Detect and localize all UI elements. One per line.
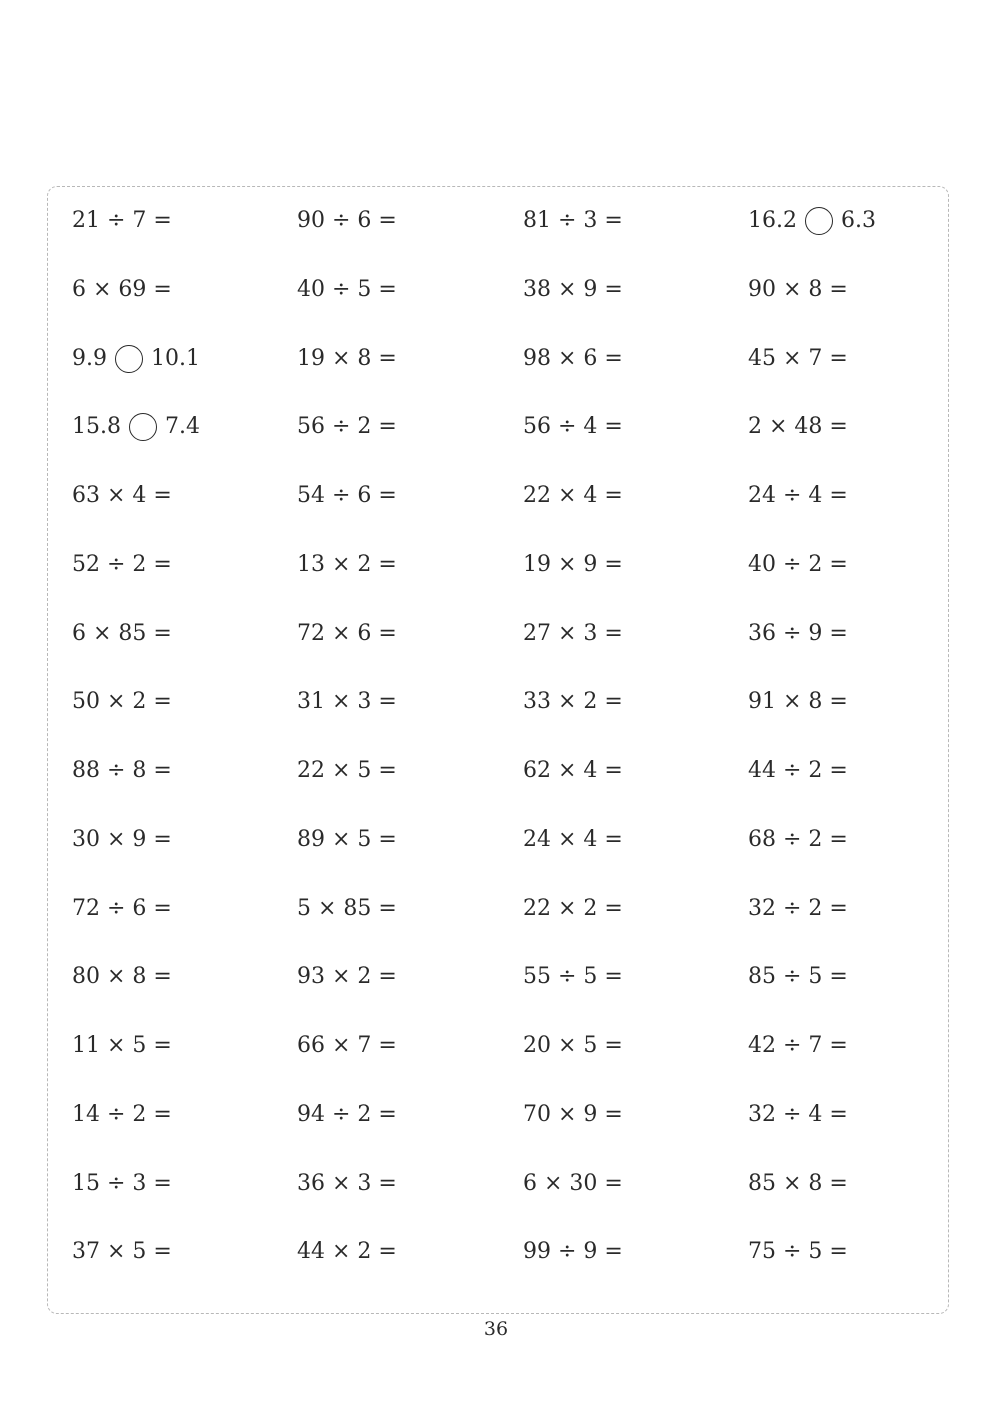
problem-expression: 30 × 9 = xyxy=(72,826,172,852)
arithmetic-problem xyxy=(748,889,848,929)
problem-expression: 88 ÷ 8 = xyxy=(72,758,172,783)
problem-expression: 85 × 8 = xyxy=(748,1170,848,1196)
problem-expression: 68 ÷ 2 = xyxy=(748,826,848,852)
problem-expression: 72 × 6 = xyxy=(297,620,397,646)
arithmetic-problem xyxy=(72,1164,172,1204)
problem-expression: 6 × 85 = xyxy=(72,620,172,646)
problem-expression: 19 × 8 = xyxy=(297,345,397,371)
arithmetic-problem xyxy=(748,407,848,447)
problem-row xyxy=(48,682,948,722)
problem-expression: 14 ÷ 2 = xyxy=(72,1101,172,1127)
arithmetic-problem xyxy=(297,751,397,791)
problem-expression: 38 × 9 = xyxy=(523,276,623,302)
comparison-left-value: 15.8 xyxy=(72,414,121,440)
problem-expression: 42 ÷ 7 = xyxy=(748,1033,848,1058)
arithmetic-problem xyxy=(297,889,397,929)
comparison-left-value: 16.2 xyxy=(748,208,797,233)
problem-expression: 6 × 30 = xyxy=(523,1170,623,1196)
problem-expression: 72 ÷ 6 = xyxy=(72,895,172,921)
problem-row xyxy=(48,751,948,791)
problem-row xyxy=(48,820,948,860)
problem-expression: 27 × 3 = xyxy=(523,620,623,646)
problem-row xyxy=(48,476,948,516)
problem-expression: 70 × 9 = xyxy=(523,1101,623,1127)
problem-expression: 63 × 4 = xyxy=(72,483,172,508)
problem-row xyxy=(48,957,948,997)
arithmetic-problem xyxy=(72,270,172,310)
problem-expression: 31 × 3 = xyxy=(297,689,397,715)
arithmetic-problem xyxy=(523,545,623,585)
arithmetic-problem xyxy=(297,545,397,585)
problem-row xyxy=(48,889,948,929)
arithmetic-problem xyxy=(297,957,397,997)
comparison-problem xyxy=(72,407,200,447)
problem-row xyxy=(48,339,948,379)
problem-expression: 89 × 5 = xyxy=(297,826,397,852)
arithmetic-problem xyxy=(297,1164,397,1204)
arithmetic-problem xyxy=(72,889,172,929)
problem-expression: 37 × 5 = xyxy=(72,1239,172,1265)
arithmetic-problem xyxy=(748,476,848,516)
problem-expression: 98 × 6 = xyxy=(523,345,623,371)
arithmetic-problem xyxy=(297,339,397,379)
arithmetic-problem xyxy=(297,820,397,860)
arithmetic-problem xyxy=(748,1095,848,1135)
arithmetic-problem xyxy=(523,201,623,241)
problem-row xyxy=(48,545,948,585)
problem-expression: 20 × 5 = xyxy=(523,1033,623,1058)
problem-expression: 22 × 4 = xyxy=(523,483,623,508)
answer-circle-blank[interactable] xyxy=(115,345,143,373)
arithmetic-problem xyxy=(72,751,172,791)
arithmetic-problem xyxy=(748,957,848,997)
problem-row xyxy=(48,201,948,241)
page-number: 36 xyxy=(483,1318,509,1340)
problem-expression: 13 × 2 = xyxy=(297,551,397,577)
arithmetic-problem xyxy=(523,270,623,310)
arithmetic-problem xyxy=(72,1232,172,1272)
problem-expression: 99 ÷ 9 = xyxy=(523,1239,623,1265)
arithmetic-problem xyxy=(523,1026,623,1066)
arithmetic-problem xyxy=(297,1232,397,1272)
problem-expression: 44 ÷ 2 = xyxy=(748,758,848,783)
comparison-problem xyxy=(72,339,200,379)
problem-expression: 6 × 69 = xyxy=(72,276,172,302)
problem-expression: 75 ÷ 5 = xyxy=(748,1239,848,1265)
problem-expression: 94 ÷ 2 = xyxy=(297,1101,397,1127)
problem-expression: 22 × 5 = xyxy=(297,758,397,783)
arithmetic-problem xyxy=(748,1232,848,1272)
worksheet-frame xyxy=(47,186,949,1314)
arithmetic-problem xyxy=(523,1232,623,1272)
problem-expression: 40 ÷ 5 = xyxy=(297,276,397,302)
arithmetic-problem xyxy=(523,957,623,997)
problem-expression: 36 ÷ 9 = xyxy=(748,620,848,646)
problem-expression: 40 ÷ 2 = xyxy=(748,551,848,577)
arithmetic-problem xyxy=(748,1026,848,1066)
arithmetic-problem xyxy=(72,1026,172,1066)
problem-expression: 91 × 8 = xyxy=(748,689,848,715)
arithmetic-problem xyxy=(748,270,848,310)
problem-expression: 19 × 9 = xyxy=(523,551,623,577)
arithmetic-problem xyxy=(523,614,623,654)
arithmetic-problem xyxy=(523,339,623,379)
arithmetic-problem xyxy=(72,682,172,722)
arithmetic-problem xyxy=(523,476,623,516)
problem-expression: 50 × 2 = xyxy=(72,689,172,715)
problem-expression: 93 × 2 = xyxy=(297,964,397,990)
problem-expression: 32 ÷ 4 = xyxy=(748,1101,848,1127)
problem-expression: 66 × 7 = xyxy=(297,1033,397,1058)
problem-expression: 21 ÷ 7 = xyxy=(72,208,172,233)
problem-expression: 44 × 2 = xyxy=(297,1239,397,1265)
arithmetic-problem xyxy=(297,270,397,310)
problem-expression: 5 × 85 = xyxy=(297,895,397,921)
problem-expression: 11 × 5 = xyxy=(72,1033,172,1058)
problem-expression: 90 ÷ 6 = xyxy=(297,208,397,233)
arithmetic-problem xyxy=(748,751,848,791)
arithmetic-problem xyxy=(523,820,623,860)
arithmetic-problem xyxy=(297,201,397,241)
arithmetic-problem xyxy=(297,1026,397,1066)
comparison-problem xyxy=(748,201,876,241)
problem-expression: 81 ÷ 3 = xyxy=(523,208,623,233)
problem-row xyxy=(48,1164,948,1204)
problem-expression: 32 ÷ 2 = xyxy=(748,895,848,921)
arithmetic-problem xyxy=(297,1095,397,1135)
arithmetic-problem xyxy=(523,889,623,929)
arithmetic-problem xyxy=(72,476,172,516)
problem-row xyxy=(48,407,948,447)
arithmetic-problem xyxy=(72,201,172,241)
arithmetic-problem xyxy=(748,614,848,654)
arithmetic-problem xyxy=(72,545,172,585)
problem-row xyxy=(48,1095,948,1135)
problem-expression: 85 ÷ 5 = xyxy=(748,964,848,990)
arithmetic-problem xyxy=(523,751,623,791)
problem-expression: 55 ÷ 5 = xyxy=(523,964,623,990)
problem-row xyxy=(48,270,948,310)
problem-expression: 54 ÷ 6 = xyxy=(297,483,397,508)
problem-expression: 56 ÷ 2 = xyxy=(297,414,397,440)
problem-row xyxy=(48,1026,948,1066)
problem-expression: 33 × 2 = xyxy=(523,689,623,715)
problem-expression: 56 ÷ 4 = xyxy=(523,414,623,440)
arithmetic-problem xyxy=(748,545,848,585)
arithmetic-problem xyxy=(72,1095,172,1135)
problem-expression: 36 × 3 = xyxy=(297,1170,397,1196)
arithmetic-problem xyxy=(297,614,397,654)
problem-expression: 52 ÷ 2 = xyxy=(72,551,172,577)
arithmetic-problem xyxy=(523,682,623,722)
problem-expression: 80 × 8 = xyxy=(72,964,172,990)
arithmetic-problem xyxy=(523,407,623,447)
arithmetic-problem xyxy=(297,407,397,447)
arithmetic-problem xyxy=(72,957,172,997)
problem-expression: 2 × 48 = xyxy=(748,414,848,440)
comparison-left-value: 9.9 xyxy=(72,345,107,371)
problem-expression: 45 × 7 = xyxy=(748,345,848,371)
arithmetic-problem xyxy=(523,1095,623,1135)
comparison-right-value: 6.3 xyxy=(840,208,876,233)
arithmetic-problem xyxy=(297,476,397,516)
arithmetic-problem xyxy=(748,820,848,860)
problem-expression: 90 × 8 = xyxy=(748,276,848,302)
problem-expression: 24 × 4 = xyxy=(523,826,623,852)
arithmetic-problem xyxy=(72,614,172,654)
arithmetic-problem xyxy=(72,820,172,860)
answer-circle-blank[interactable] xyxy=(805,207,833,235)
problem-expression: 22 × 2 = xyxy=(523,895,623,921)
arithmetic-problem xyxy=(523,1164,623,1204)
problem-expression: 24 ÷ 4 = xyxy=(748,483,848,508)
problem-row xyxy=(48,1232,948,1272)
comparison-right-value: 7.4 xyxy=(164,414,200,440)
arithmetic-problem xyxy=(748,1164,848,1204)
comparison-right-value: 10.1 xyxy=(151,345,200,371)
problem-expression: 15 ÷ 3 = xyxy=(72,1170,172,1196)
arithmetic-problem xyxy=(748,339,848,379)
problem-expression: 62 × 4 = xyxy=(523,758,623,783)
answer-circle-blank[interactable] xyxy=(129,413,157,441)
arithmetic-problem xyxy=(748,682,848,722)
problem-row xyxy=(48,614,948,654)
arithmetic-problem xyxy=(297,682,397,722)
